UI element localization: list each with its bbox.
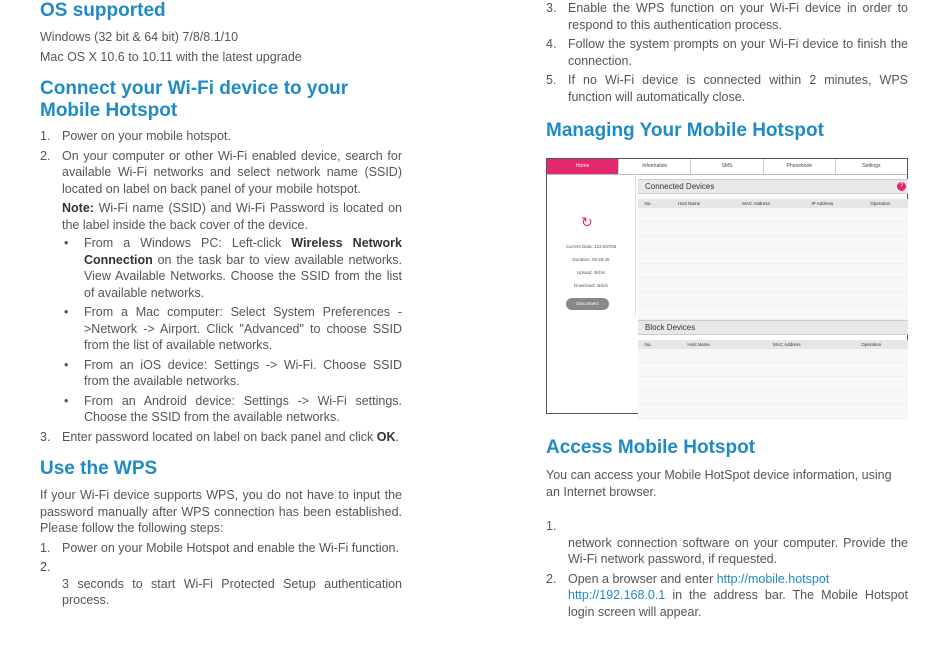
ui-tab-sms[interactable]: SMS xyxy=(690,159,762,174)
table-row xyxy=(638,349,908,363)
step-number: 2. xyxy=(40,148,51,163)
wps-step-4-text: Follow the system prompts on your Wi-Fi device to finish the connection. xyxy=(568,37,908,68)
connect-step-1-text: Power on your mobile hotspot. xyxy=(62,129,231,143)
note-text: Wi-Fi name (SSID) and Wi-Fi Password is located on the label inside the back cover of the device. xyxy=(62,201,402,232)
access-heading: Access Mobile Hotspot xyxy=(546,437,756,458)
connect-methods-list xyxy=(62,235,402,426)
wps-step-5 xyxy=(546,72,908,105)
connect-step-3-pre: Enter password located on label on back panel and click xyxy=(62,429,377,444)
left-column xyxy=(40,0,402,612)
connect-heading xyxy=(40,78,402,122)
col-no: No. xyxy=(638,199,658,208)
ui-tab-home[interactable]: Home xyxy=(547,159,618,174)
ui-connected-table xyxy=(638,199,908,320)
note-label: Note: xyxy=(62,201,94,215)
method-windows-bold: Wireless Network Connection xyxy=(84,236,402,267)
connect-heading-line2: Mobile Hotspot xyxy=(40,100,178,121)
connect-step-2-text: On your computer or other Wi-Fi enabled device, search for available Wi-Fi networks and select network name (SSID) located on label on back panel of your mobile hotspot. xyxy=(62,148,402,196)
help-icon[interactable]: ? xyxy=(897,182,906,191)
access-step-1-text: network connection software on your computer. Provide the Wi-Fi network password, if requested. xyxy=(568,535,908,566)
col-operation: Operation xyxy=(852,199,908,208)
connect-steps xyxy=(40,128,402,445)
connect-step-1 xyxy=(40,128,402,145)
wps-step-2 xyxy=(40,559,402,609)
access-step-1-blank xyxy=(568,518,908,535)
step-number: 1. xyxy=(40,129,51,143)
access-intro: You can access your Mobile HotSpot device information, using an Internet browser. xyxy=(546,468,892,499)
wps-intro: If your Wi-Fi device supports WPS, you do not have to input the password manually after WPS connection has been established. Please follow the following steps: xyxy=(40,488,402,535)
connect-step-2 xyxy=(40,148,402,426)
ui-tab-bar xyxy=(547,159,907,175)
step-number: 5. xyxy=(546,73,557,87)
os-line-mac: Mac OS X 10.6 to 10.11 with the latest upgrade xyxy=(40,49,302,64)
wps-step-2-text: 3 seconds to start Wi-Fi Protected Setup authentication process. xyxy=(62,576,402,607)
col-mac-address: MAC Address xyxy=(720,199,793,208)
table-row xyxy=(638,264,908,278)
wps-step-5-text: If no Wi-Fi device is connected within 2 minutes, WPS function will automatically close. xyxy=(568,73,908,104)
ui-block-table xyxy=(638,340,908,419)
ui-tab-phonebook[interactable]: Phonebook xyxy=(763,159,835,174)
col-ip-address: IP Address xyxy=(792,199,852,208)
table-header-row xyxy=(638,340,908,349)
wps-step-3 xyxy=(546,0,908,33)
ui-connected-header xyxy=(638,179,908,194)
ui-block-header xyxy=(638,320,908,335)
ui-connected-title: Connected Devices xyxy=(645,182,715,191)
table-row xyxy=(638,306,908,320)
col-host-name: Host Name xyxy=(658,199,720,208)
ui-connected-devices xyxy=(638,179,908,320)
os-supported-heading: OS supported xyxy=(40,0,166,21)
ui-tab-information[interactable]: Information xyxy=(618,159,690,174)
method-windows xyxy=(62,235,402,301)
col-no: No. xyxy=(638,340,658,349)
right-column xyxy=(546,0,908,142)
step-number: 1. xyxy=(546,519,557,533)
connect-step-3-bold: OK xyxy=(376,429,396,444)
mobile-hotspot-link[interactable]: http://mobile.hotspot xyxy=(716,571,830,586)
method-mac: • From a Mac computer: Select System Preferences ->Network -> Airport. Click "Advanced" to choose SSID from the list of available networks. xyxy=(62,304,402,354)
ui-tab-settings[interactable]: Settings xyxy=(835,159,907,174)
ui-disconnect-button[interactable]: Disconnect xyxy=(566,298,609,310)
wps-heading: Use the WPS xyxy=(40,458,158,479)
access-steps xyxy=(546,518,908,620)
col-mac-address: MAC Address xyxy=(739,340,834,349)
table-row xyxy=(638,363,908,377)
step-number: 2. xyxy=(546,571,557,586)
managing-heading: Managing Your Mobile Hotspot xyxy=(546,120,824,141)
ui-block-title: Block Devices xyxy=(645,323,696,332)
access-step-2-pre: Open a browser and enter xyxy=(568,571,717,586)
connect-step-3 xyxy=(40,429,402,446)
table-row xyxy=(638,391,908,405)
table-row xyxy=(638,250,908,264)
table-row xyxy=(638,278,908,292)
method-windows-pre: From a Windows PC: Left-click xyxy=(84,236,292,250)
method-windows-post: on the task bar to view available networks. View Available Networks. Choose the SSID from the list of available networks. xyxy=(84,252,402,300)
col-operation: Operation xyxy=(835,340,908,349)
table-row xyxy=(638,208,908,222)
step-number: 4. xyxy=(546,37,557,51)
step-number: 3. xyxy=(40,429,51,444)
table-row xyxy=(638,405,908,419)
step-number: 1. xyxy=(40,540,51,555)
ui-block-devices xyxy=(638,320,908,419)
method-ios: • From an iOS device: Settings -> Wi-Fi. Choose SSID from the available networks. xyxy=(62,357,402,390)
ip-address-link[interactable]: http://192.168.0.1 xyxy=(568,588,666,602)
note xyxy=(62,200,402,233)
wps-step-4 xyxy=(546,36,908,69)
os-line-windows: Windows (32 bit & 64 bit) 7/8/8.1/10 xyxy=(40,30,239,44)
refresh-icon[interactable]: ↻ xyxy=(581,214,593,230)
ui-status-panel xyxy=(547,174,636,316)
wps-steps-right xyxy=(546,0,908,105)
table-header-row xyxy=(638,199,908,208)
table-row xyxy=(638,236,908,250)
access-step-1 xyxy=(546,518,908,568)
access-section xyxy=(546,437,908,623)
method-android: • From an Android device: Settings -> Wi-Fi settings. Choose the SSID from the available networks. xyxy=(62,393,402,426)
wps-step-1-text: Power on your Mobile Hotspot and enable the Wi-Fi function. xyxy=(62,540,399,555)
ui-stat-duration: Duration: 00:29:45 xyxy=(572,257,610,262)
ui-stat-upload: Upload: 3Kb/s xyxy=(576,270,606,275)
ui-stat-current-data: Current Data: 123.637KB xyxy=(565,244,617,249)
table-row xyxy=(638,222,908,236)
hotspot-ui-screenshot xyxy=(546,158,908,414)
wps-step-1 xyxy=(40,540,402,557)
step-number: 2. xyxy=(40,560,51,574)
access-step-2 xyxy=(546,571,908,621)
table-row xyxy=(638,292,908,306)
ui-stat-download: Download: 4Kb/s xyxy=(573,283,609,288)
wps-steps-left xyxy=(40,540,402,609)
connect-step-3-post: . xyxy=(395,429,400,444)
connect-heading-line1: Connect your Wi-Fi device to your xyxy=(40,78,349,99)
col-host-name: Host Name xyxy=(658,340,739,349)
table-row xyxy=(638,377,908,391)
wps-step-2-blank xyxy=(62,559,402,576)
step-number: 3. xyxy=(546,1,557,15)
wps-step-3-text: Enable the WPS function on your Wi-Fi device in order to respond to this authentication process. xyxy=(568,1,908,32)
access-step-2-post: in the address bar. The Mobile Hotspot login screen will appear. xyxy=(568,588,908,619)
